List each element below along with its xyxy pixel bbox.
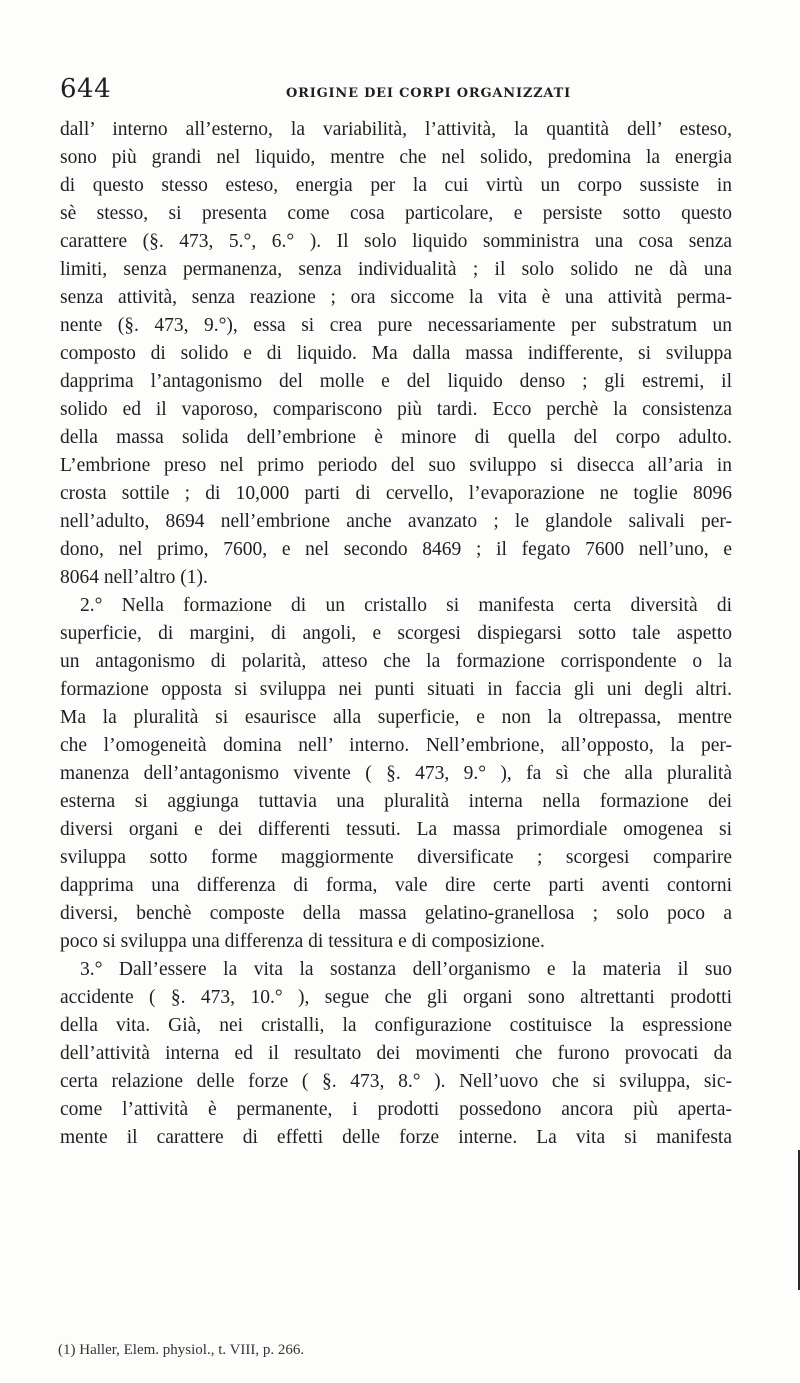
text-line: sè stesso, si presenta come cosa particolare, e persiste sotto questo: [60, 203, 732, 224]
text-line: come l’attività è permanente, i prodotti possedono ancora più aperta-: [60, 1099, 732, 1120]
text-line: L’embrione preso nel primo periodo del suo sviluppo si disecca all’aria in: [60, 455, 732, 476]
running-title: ORIGINE DEI CORPI ORGANIZZATI: [286, 86, 571, 101]
footnote: (1) Haller, Elem. physiol., t. VIII, p. 266.: [58, 1342, 305, 1358]
text-line: accidente ( §. 473, 10.° ), segue che gli organi sono altrettanti prodotti: [60, 987, 732, 1008]
text-line: sono più grandi nel liquido, mentre che nel solido, predomina la energia: [60, 147, 732, 168]
text-line: limiti, senza permanenza, senza individualità ; il solo solido ne dà una: [60, 259, 732, 280]
text-line: nente (§. 473, 9.°), essa si crea pure necessariamente per substratum un: [60, 315, 732, 336]
text-line: Ma la pluralità si esaurisce alla superficie, e non la oltrepassa, mentre: [60, 707, 732, 728]
text-line: dell’attività interna ed il resultato dei movimenti che furono provocati da: [60, 1043, 732, 1064]
text-line: formazione opposta si sviluppa nei punti situati in faccia gli uni degli altri.: [60, 679, 732, 700]
text-line: senza attività, senza reazione ; ora siccome la vita è una attività perma-: [60, 287, 732, 308]
text-line: certa relazione delle forze ( §. 473, 8.° ). Nell’uovo che si sviluppa, sic-: [60, 1071, 732, 1092]
text-line: solido ed il vaporoso, compariscono più tardi. Ecco perchè la consistenza: [60, 399, 732, 420]
text-line: poco si sviluppa una differenza di tessitura e di composizione.: [60, 931, 545, 952]
text-line: della vita. Già, nei cristalli, la configurazione costituisce la espressione: [60, 1015, 732, 1036]
text-line: dono, nel primo, 7600, e nel secondo 8469 ; il fegato 7600 nell’uno, e: [60, 539, 732, 560]
text-line: diversi organi e dei differenti tessuti. La massa primordiale omogenea si: [60, 819, 732, 840]
text-line: un antagonismo di polarità, atteso che la formazione corrispondente o la: [60, 651, 732, 672]
text-line: 3.° Dall’essere la vita la sostanza dell’organismo e la materia il suo: [80, 959, 732, 980]
text-line: dall’ interno all’esterno, la variabilità, l’attività, la quantità dell’ esteso,: [60, 119, 732, 140]
body-text: [60, 116, 732, 1152]
text-line: nell’adulto, 8694 nell’embrione anche avanzato ; le glandole salivali per-: [60, 511, 732, 532]
page-number: 644: [60, 74, 112, 104]
text-line: dapprima una differenza di forma, vale dire certe parti aventi contorni: [60, 875, 732, 896]
text-line: sviluppa sotto forme maggiormente diversificate ; scorgesi comparire: [60, 847, 732, 868]
text-line: mente il carattere di effetti delle forze interne. La vita si manifesta: [60, 1127, 732, 1148]
text-line: carattere (§. 473, 5.°, 6.° ). Il solo liquido somministra una cosa senza: [60, 231, 732, 252]
text-line: diversi, benchè composte della massa gelatino-granellosa ; solo poco a: [60, 903, 732, 924]
text-line: della massa solida dell’embrione è minore di quella del corpo adulto.: [60, 427, 732, 448]
text-line: che l’omogeneità domina nell’ interno. Nell’embrione, all’opposto, la per-: [60, 735, 732, 756]
text-line: dapprima l’antagonismo del molle e del liquido denso ; gli estremi, il: [60, 371, 732, 392]
text-line: crosta sottile ; di 10,000 parti di cervello, l’evaporazione ne toglie 8096: [60, 483, 732, 504]
text-line: esterna si aggiunga tuttavia una pluralità interna nella formazione dei: [60, 791, 732, 812]
text-line: manenza dell’antagonismo vivente ( §. 473, 9.° ), fa sì che alla pluralità: [60, 763, 732, 784]
page-header: [60, 74, 725, 114]
text-line: superficie, di margini, di angoli, e scorgesi dispiegarsi sotto tale aspetto: [60, 623, 732, 644]
text-line: composto di solido e di liquido. Ma dalla massa indifferente, si sviluppa: [60, 343, 732, 364]
text-line: 2.° Nella formazione di un cristallo si manifesta certa diversità di: [80, 595, 732, 616]
text-line: di questo stesso esteso, energia per la cui virtù un corpo sussiste in: [60, 175, 732, 196]
text-line: 8064 nell’altro (1).: [60, 567, 208, 588]
